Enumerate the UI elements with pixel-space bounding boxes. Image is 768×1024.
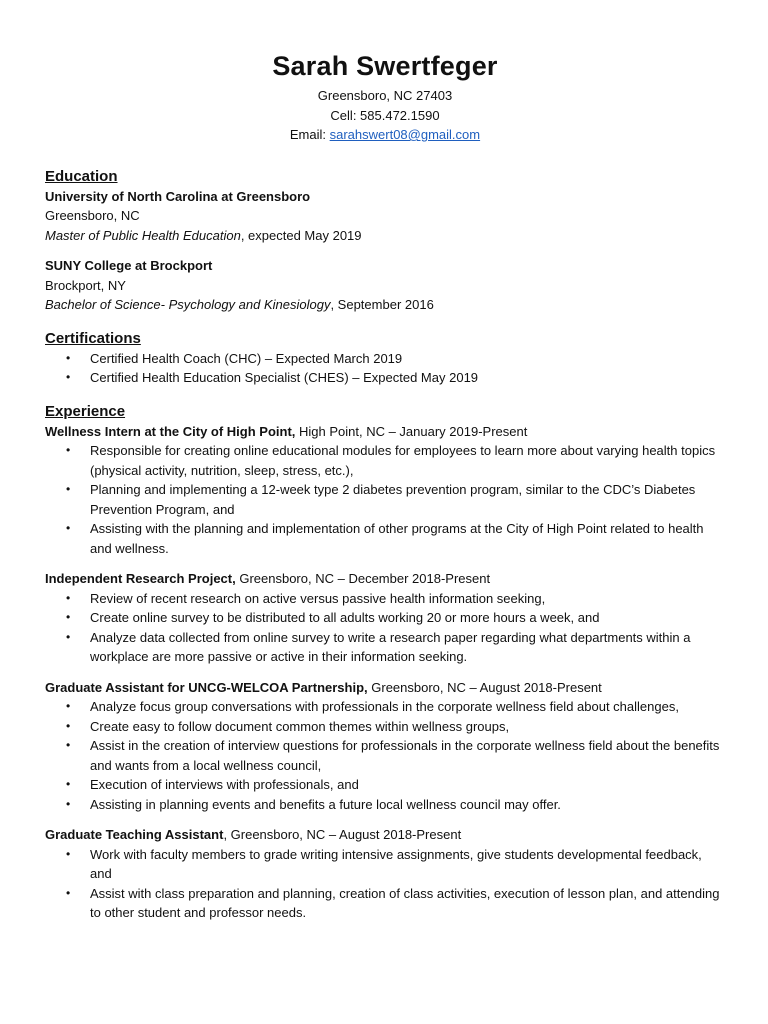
job-bullets <box>45 697 725 814</box>
email-line <box>45 125 725 145</box>
email-link[interactable]: sarahswert08@gmail.com <box>329 127 481 142</box>
job-bullets <box>45 441 725 558</box>
list-item <box>45 736 725 775</box>
degree-name: Bachelor of Science- Psychology and Kinesiology <box>45 297 331 312</box>
job-bullets <box>45 845 725 923</box>
bullet-icon: • <box>66 521 71 535</box>
school-name: University of North Carolina at Greensboro <box>45 188 311 204</box>
certifications-list <box>45 349 725 388</box>
degree-line <box>45 226 725 246</box>
bullet-text: Create easy to follow document common themes within wellness groups, <box>90 718 510 734</box>
experience-heading: Experience <box>45 402 126 420</box>
job-header <box>45 825 725 845</box>
resume-header <box>45 50 725 145</box>
bullet-text: Review of recent research on active versus passive health information seeking, <box>90 590 546 606</box>
bullet-icon: • <box>66 629 71 644</box>
job-detail: Greensboro, NC – August 2018-Present <box>367 679 602 695</box>
list-item <box>45 368 725 388</box>
job-header <box>45 569 725 589</box>
degree-date: , expected May 2019 <box>240 227 362 243</box>
bullet-text: Assist with class preparation and planning, creation of class activities, execution of lesson plan, and attending to other student and professor needs. <box>90 885 720 920</box>
certifications-heading: Certifications <box>45 329 141 347</box>
bullet-text: Execution of interviews with professionals, and <box>90 777 359 792</box>
bullet-icon: • <box>66 846 71 861</box>
education-entry <box>45 256 725 315</box>
bullet-icon: • <box>66 610 71 624</box>
bullet-icon: • <box>66 370 71 384</box>
certification-text: Certified Health Education Specialist (CHES) – Expected May 2019 <box>90 370 479 385</box>
bullet-text: Assisting in planning events and benefits a future local wellness council may offer. <box>90 796 561 812</box>
bullet-icon: • <box>66 738 71 752</box>
email-label: Email: <box>289 127 330 142</box>
job-bullets <box>45 589 725 667</box>
bullet-icon: • <box>66 482 71 496</box>
school-location: Brockport, NY <box>45 277 126 293</box>
certifications-section <box>45 329 725 388</box>
bullet-icon: • <box>66 796 71 811</box>
bullet-text: Work with faculty members to grade writing intensive assignments, give students developmental feedback, and <box>90 846 702 881</box>
bullet-text: Responsible for creating online educational modules for employees to learn more about varying health topics (physical activity, nutrition, sleep, stress, etc.), <box>90 443 716 478</box>
list-item <box>45 628 725 667</box>
bullet-icon: • <box>66 718 71 733</box>
certification-text: Certified Health Coach (CHC) – Expected March 2019 <box>90 350 403 366</box>
school-name: SUNY College at Brockport <box>45 258 213 273</box>
bullet-icon: • <box>66 699 71 713</box>
job-title: Independent Research Project, <box>45 571 236 586</box>
experience-entry <box>45 678 725 815</box>
job-detail: High Point, NC – January 2019-Present <box>295 423 528 439</box>
list-item <box>45 349 725 369</box>
list-item <box>45 608 725 628</box>
bullet-text: Analyze focus group conversations with professionals in the corporate wellness field about challenges, <box>90 699 679 714</box>
bullet-text: Create online survey to be distributed to all adults working 20 or more hours a week, and <box>90 610 600 625</box>
list-item <box>45 697 725 717</box>
list-item <box>45 519 725 558</box>
experience-section <box>45 402 725 923</box>
bullet-text: Assist in the creation of interview questions for professionals in the corporate wellness field about the benefits and wants from a local wellness council, <box>90 738 720 773</box>
list-item <box>45 775 725 795</box>
job-title: Graduate Assistant for UNCG-WELCOA Partnership, <box>45 679 368 695</box>
job-title: Wellness Intern at the City of High Point, <box>45 423 296 439</box>
bullet-icon: • <box>66 590 71 605</box>
job-detail: , Greensboro, NC – August 2018-Present <box>223 827 462 842</box>
list-item <box>45 480 725 519</box>
list-item <box>45 884 725 923</box>
bullet-icon: • <box>66 350 71 365</box>
bullet-icon: • <box>66 777 71 791</box>
school-location: Greensboro, NC <box>45 208 140 223</box>
address: Greensboro, NC 27403 <box>317 88 453 103</box>
bullet-text: Assisting with the planning and implementation of other programs at the City of High Point related to health and wellness. <box>90 521 704 556</box>
education-section <box>45 167 725 315</box>
candidate-name: Sarah Swertfeger <box>272 51 498 81</box>
education-entry <box>45 187 725 246</box>
degree-line <box>45 295 725 315</box>
job-header <box>45 678 725 698</box>
resume-page <box>45 50 725 923</box>
experience-entry <box>45 825 725 923</box>
cell-phone: Cell: 585.472.1590 <box>330 107 440 123</box>
bullet-icon: • <box>66 885 71 900</box>
experience-entry <box>45 569 725 667</box>
bullet-text: Analyze data collected from online survey to write a research paper regarding what departments within a workplace are more passive or active in their information seeking. <box>90 629 691 664</box>
list-item <box>45 441 725 480</box>
job-detail: Greensboro, NC – December 2018-Present <box>235 571 491 586</box>
degree-name: Master of Public Health Education <box>45 227 241 243</box>
list-item <box>45 795 725 815</box>
degree-date: , September 2016 <box>330 297 434 312</box>
job-header <box>45 422 725 442</box>
list-item <box>45 717 725 737</box>
bullet-icon: • <box>66 443 71 457</box>
education-heading: Education <box>45 167 118 185</box>
list-item <box>45 845 725 884</box>
bullet-text: Planning and implementing a 12-week type 2 diabetes prevention program, similar to the CDC’s Diabetes Prevention Program, and <box>90 482 696 517</box>
experience-entry <box>45 422 725 559</box>
list-item <box>45 589 725 609</box>
job-title: Graduate Teaching Assistant <box>45 827 224 842</box>
